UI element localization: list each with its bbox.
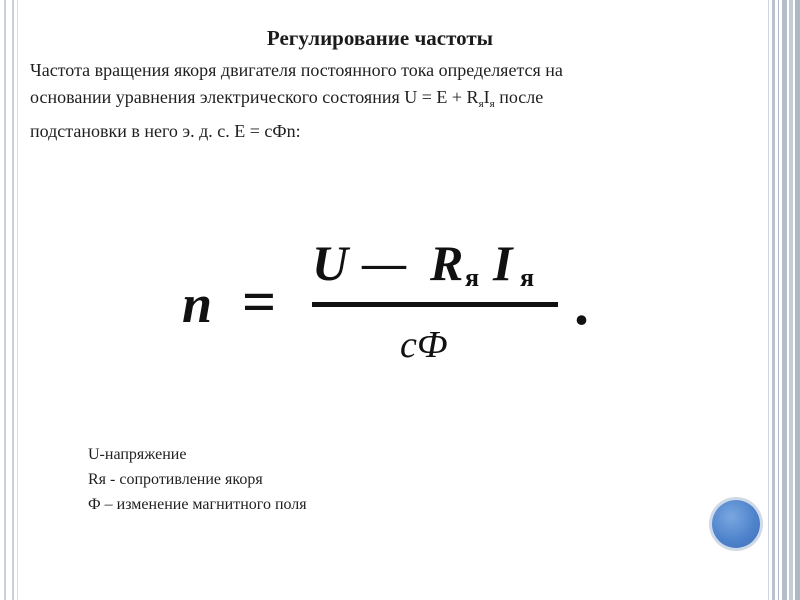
slide-paragraph [30,57,750,145]
legend-item: U-напряжение [88,446,187,463]
line2-text-post: после [494,87,544,107]
formula-period: . [574,271,589,337]
formula-numerator-i: I [493,235,513,291]
formula-fraction-bar [312,302,558,307]
formula-numerator-r: R [430,235,464,291]
legend-item: Ф – изменение магнитного поля [88,496,307,513]
paragraph-line-3: подстановки в него э. д. с. E = cФn: [30,121,301,141]
left-border-decoration [4,0,14,600]
line2-subscript-i: я [489,98,495,110]
formula-r-subscript: я [465,263,480,292]
formula-numerator-u: U [312,235,349,291]
legend-item: Rя - сопротивление якоря [88,471,263,488]
formula-image [160,222,622,382]
line2-subscript-r: я [478,98,484,110]
legend [88,442,588,517]
paragraph-line-2 [30,84,750,118]
formula-equals: = [242,269,277,335]
formula-svg [160,222,622,382]
formula-denominator: cФ [400,324,448,366]
right-stripes-decoration [764,0,800,600]
slide-title: Регулирование частоты [266,26,494,50]
formula-minus: — [362,239,406,288]
formula-i-subscript: я [520,263,535,292]
circle-nav-icon[interactable] [712,500,760,548]
paragraph-line-1: Частота вращения якоря двигателя постоянного тока определяется на [30,60,563,80]
left-border-line [17,0,18,600]
line2-text-i: I [483,87,490,107]
line2-text-pre: основании уравнения электрического состояния U = E + R [30,87,479,107]
formula-n: n [182,274,213,334]
